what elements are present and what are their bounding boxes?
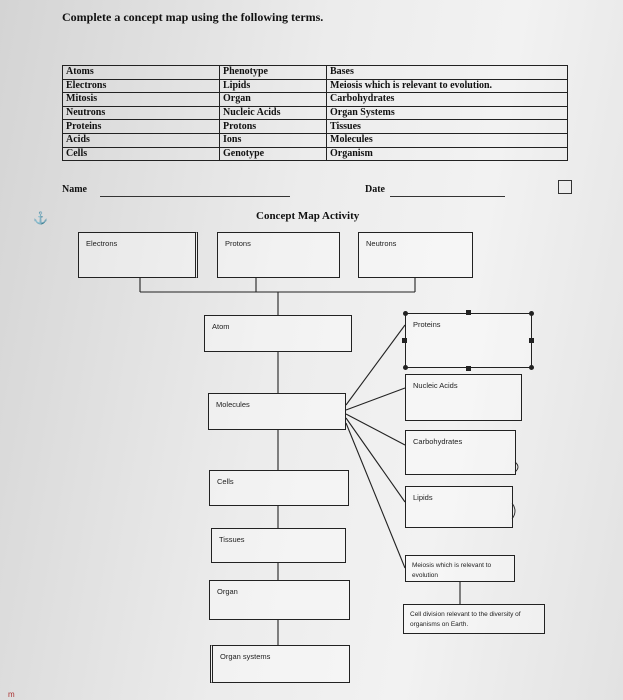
table-cell: Meiosis which is relevant to evolution. <box>327 79 568 93</box>
box-organ-systems[interactable] <box>210 645 350 683</box>
name-label: Name <box>62 184 87 195</box>
table-cell: Organ <box>220 93 327 107</box>
resize-handle-icon[interactable] <box>529 311 534 316</box>
box-proteins-label: Proteins <box>413 320 441 329</box>
box-molecules[interactable] <box>208 393 346 430</box>
box-lipids[interactable] <box>405 486 513 528</box>
resize-handle-icon[interactable] <box>403 365 408 370</box>
table-cell: Nucleic Acids <box>220 106 327 120</box>
box-atom[interactable] <box>204 315 352 352</box>
table-cell: Bases <box>327 66 568 80</box>
box-protons-label: Protons <box>225 239 251 248</box>
box-tissues[interactable] <box>211 528 346 563</box>
resize-handle-icon[interactable] <box>403 311 408 316</box>
table-cell: Mitosis <box>63 93 220 107</box>
table-cell: Electrons <box>63 79 220 93</box>
table-cell: Organ Systems <box>327 106 568 120</box>
box-neutrons-label: Neutrons <box>366 239 397 248</box>
box-organ-systems-label: Organ systems <box>220 652 271 661</box>
box-meiosis-label: Meiosis which is relevant to evolution <box>412 562 492 579</box>
box-organ[interactable] <box>209 580 350 620</box>
table-cell: Phenotype <box>220 66 327 80</box>
table-cell: Carbohydrates <box>327 93 568 107</box>
table-cell: Tissues <box>327 120 568 134</box>
date-label: Date <box>365 184 385 195</box>
table-cell: Lipids <box>220 79 327 93</box>
table-cell: Protons <box>220 120 327 134</box>
box-protons[interactable] <box>217 232 340 278</box>
resize-handle-icon[interactable] <box>466 310 471 315</box>
box-molecules-label: Molecules <box>216 400 250 409</box>
table-cell: Cells <box>63 147 220 161</box>
table-cell: Ions <box>220 133 327 147</box>
table-cell: Proteins <box>63 120 220 134</box>
box-atom-label: Atom <box>212 322 230 331</box>
box-tissues-label: Tissues <box>219 535 245 544</box>
box-carbohydrates-label: Carbohydrates <box>413 437 463 446</box>
resize-handle-icon[interactable] <box>466 366 471 371</box>
box-electrons[interactable] <box>78 232 198 278</box>
box-cells-label: Cells <box>217 477 234 486</box>
box-meiosis[interactable] <box>405 555 515 582</box>
resize-handle-icon[interactable] <box>529 338 534 343</box>
box-cell-division[interactable] <box>403 604 545 634</box>
table-cell: Organism <box>327 147 568 161</box>
box-organ-label: Organ <box>217 587 238 596</box>
resize-handle-icon[interactable] <box>402 338 407 343</box>
table-cell: Atoms <box>63 66 220 80</box>
table-cell: Acids <box>63 133 220 147</box>
page-title: Complete a concept map using the following terms. <box>62 10 324 24</box>
anchor-icon: ⚓ <box>33 211 48 225</box>
corner-mark: m <box>8 690 15 699</box>
box-nucleic-acids[interactable] <box>405 374 522 421</box>
box-neutrons[interactable] <box>358 232 473 278</box>
box-nucleic-acids-label: Nucleic Acids <box>413 381 458 390</box>
box-electrons-label: Electrons <box>86 239 118 248</box>
table-cell: Molecules <box>327 133 568 147</box>
concept-map-title: Concept Map Activity <box>256 210 360 222</box>
resize-handle-icon[interactable] <box>529 365 534 370</box>
table-cell: Neutrons <box>63 106 220 120</box>
box-proteins[interactable] <box>405 313 532 368</box>
box-carbohydrates[interactable] <box>405 430 516 475</box>
box-cell-division-label: Cell division relevant to the diversity of organisms on Earth. <box>410 611 521 628</box>
box-lipids-label: Lipids <box>413 493 433 502</box>
box-cells[interactable] <box>209 470 349 506</box>
table-cell: Genotype <box>220 147 327 161</box>
